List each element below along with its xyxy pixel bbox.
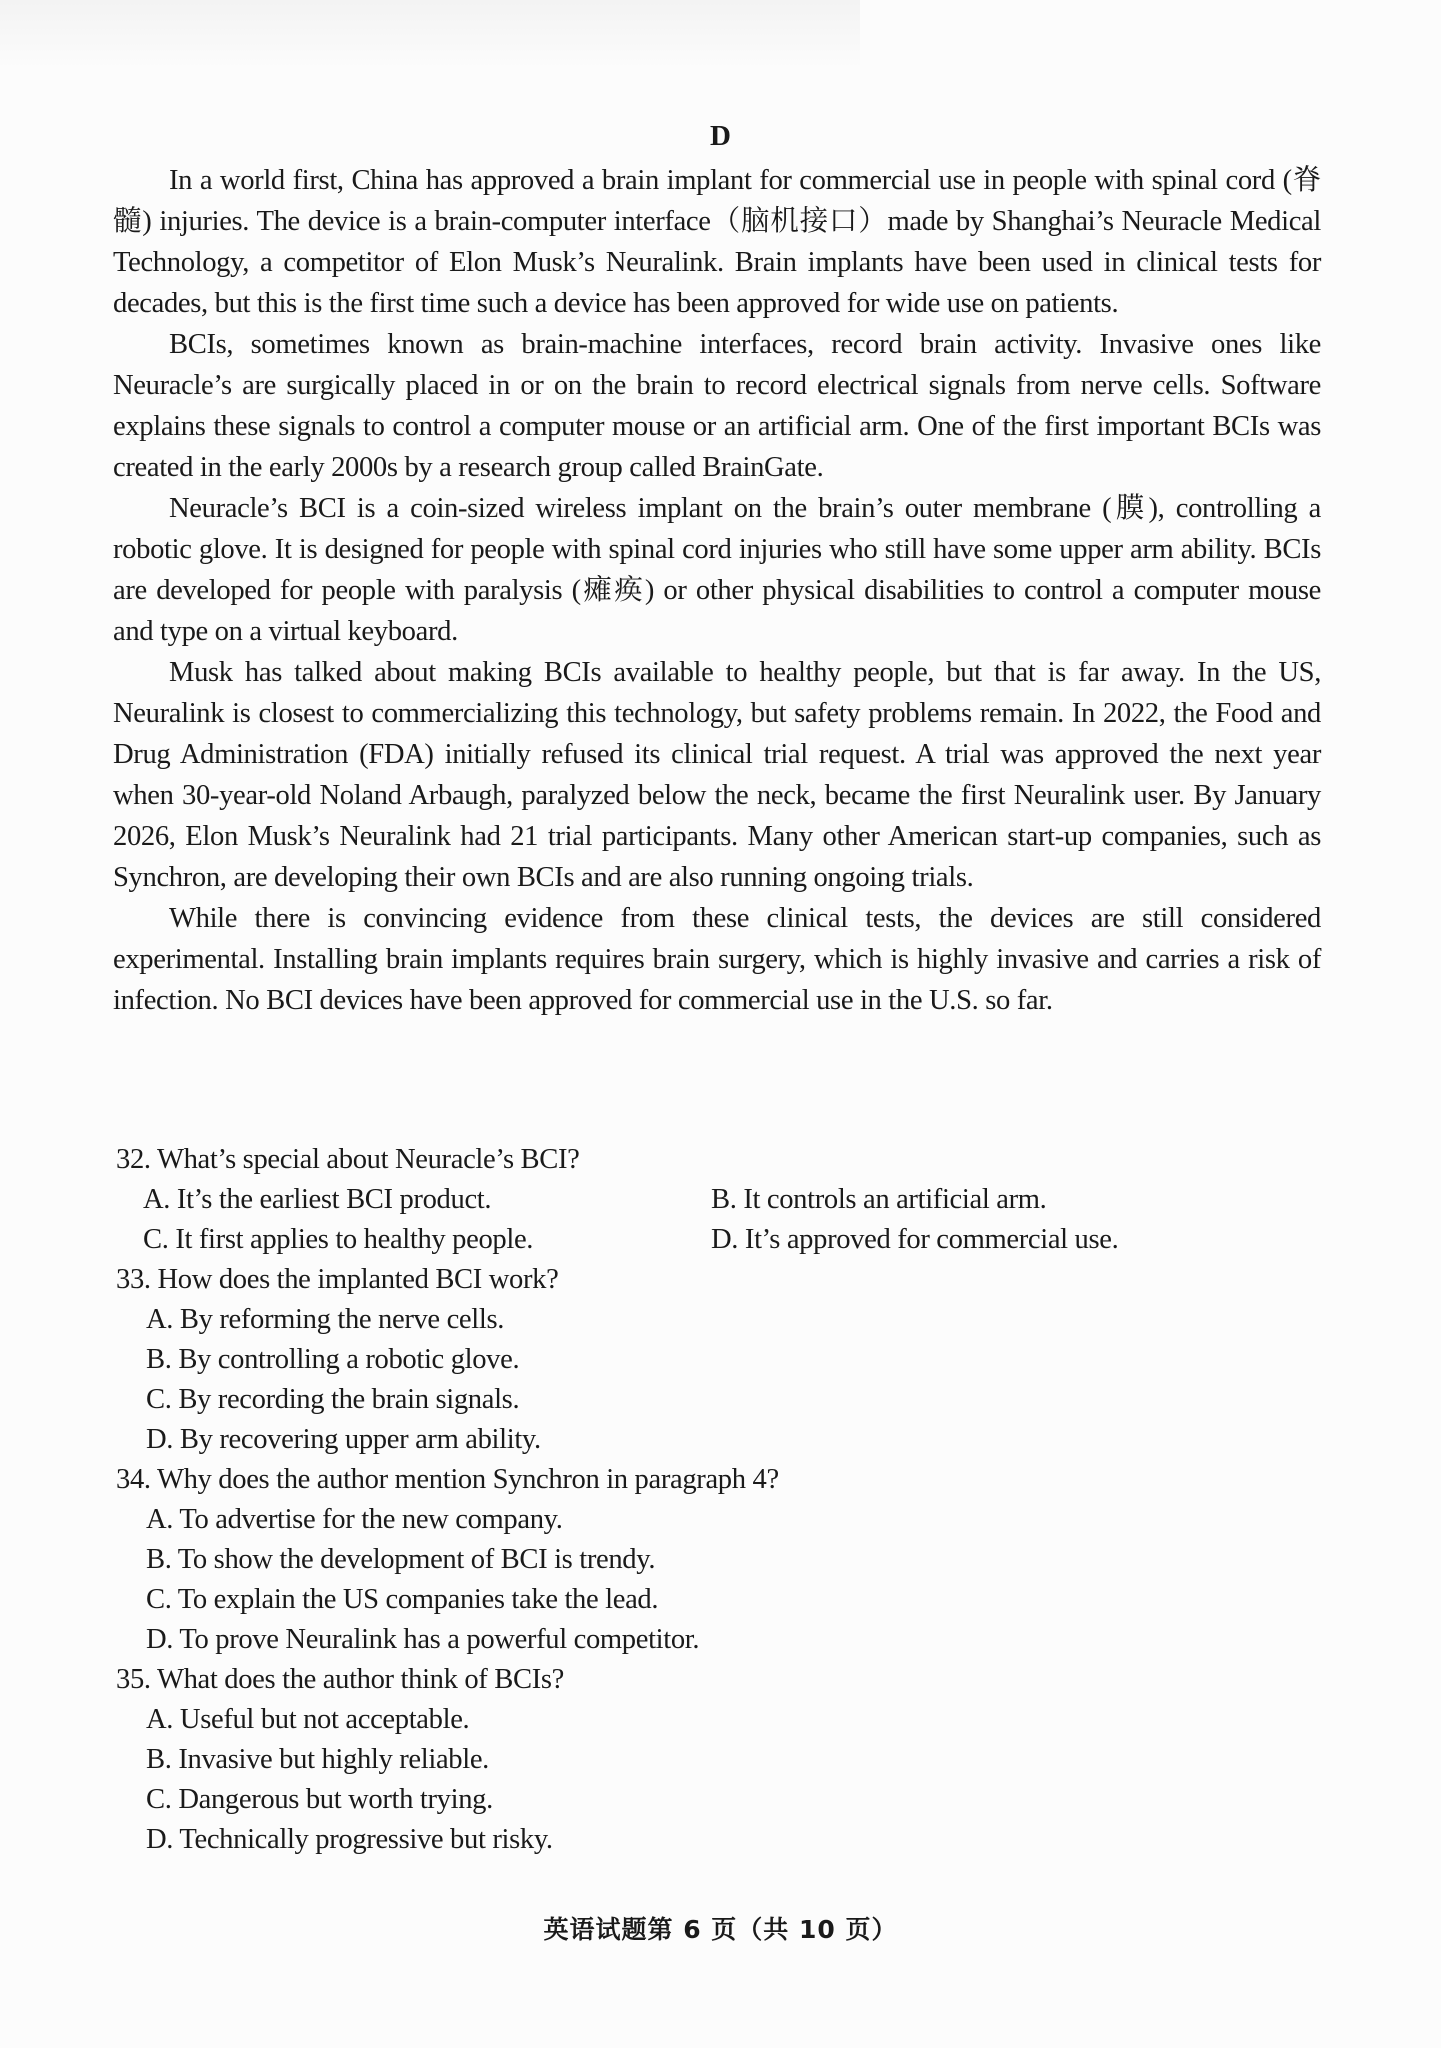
- option-a: A. To advertise for the new company.: [146, 1504, 563, 1535]
- option-group: [116, 1300, 1316, 1460]
- passage-paragraph-5: While there is convincing evidence from these clinical tests, the devices are still considered experimental. Installing brain implants requires brain surgery, which is highly invasive and carries a risk of infection. No BCI devices have been approved for commercial use in the U.S. so far.: [113, 903, 1321, 1016]
- question-35: [116, 1660, 1316, 1860]
- scan-bleed-through: [0, 0, 860, 70]
- option-b: B. To show the development of BCI is trendy.: [146, 1544, 656, 1575]
- section-heading: D: [710, 120, 731, 152]
- option-c: C. To explain the US companies take the lead.: [146, 1584, 659, 1615]
- question-32: [116, 1140, 1316, 1260]
- option-b: B. It controls an artificial arm.: [711, 1184, 1047, 1215]
- option-d: D. Technically progressive but risky.: [146, 1824, 553, 1855]
- question-stem: 33. How does the implanted BCI work?: [116, 1264, 559, 1295]
- option-a: A. Useful but not acceptable.: [146, 1704, 470, 1735]
- option-group: [116, 1500, 1316, 1660]
- option-d: D. By recovering upper arm ability.: [146, 1424, 541, 1455]
- option-d: D. It’s approved for commercial use.: [711, 1224, 1119, 1255]
- question-list: [116, 1140, 1316, 1860]
- option-c: C. Dangerous but worth trying.: [146, 1784, 493, 1815]
- option-c: C. It first applies to healthy people.: [143, 1224, 534, 1255]
- question-34: [116, 1460, 1316, 1660]
- option-group: [116, 1180, 1316, 1260]
- question-stem: 35. What does the author think of BCIs?: [116, 1664, 565, 1695]
- question-stem: 32. What’s special about Neuracle’s BCI?: [116, 1144, 580, 1175]
- option-c: C. By recording the brain signals.: [146, 1384, 520, 1415]
- passage-paragraph-2: BCIs, sometimes known as brain-machine interfaces, record brain activity. Invasive ones like Neuracle’s are surgically placed in or on the brain to record electrical signals from nerve cells. Software explains these signals to control a computer mouse or an artificial arm. One of the first important BCIs was created in the early 2000s by a research group called BrainGate.: [113, 329, 1321, 483]
- option-a: A. By reforming the nerve cells.: [146, 1304, 505, 1335]
- option-a: A. It’s the earliest BCI product.: [143, 1184, 492, 1215]
- option-d: D. To prove Neuralink has a powerful competitor.: [146, 1624, 700, 1655]
- passage-paragraph-1: In a world first, China has approved a brain implant for commercial use in people with spinal cord (脊髓) injuries. The device is a brain-computer interface（脑机接口）made by Shanghai’s Neuracle Medical Technology, a competitor of Elon Musk’s Neuralink. Brain implants have been used in clinical tests for decades, but this is the first time such a device has been approved for wide use on patients.: [113, 165, 1321, 319]
- passage-paragraph-4: Musk has talked about making BCIs available to healthy people, but that is far away. In the US, Neuralink is closest to commercializing this technology, but safety problems remain. In 2022, the Food and Drug Administration (FDA) initially refused its clinical trial request. A trial was approved the next year when 30-year-old Noland Arbaugh, paralyzed below the neck, became the first Neuralink user. By January 2026, Elon Musk’s Neuralink had 21 trial participants. Many other American start-up companies, such as Synchron, are developing their own BCIs and are also running ongoing trials.: [113, 657, 1321, 893]
- reading-passage: [113, 160, 1321, 1021]
- question-33: [116, 1260, 1316, 1460]
- page-footer: 英语试题第 6 页（共 10 页）: [543, 1915, 898, 1944]
- option-group: [116, 1700, 1316, 1860]
- option-b: B. By controlling a robotic glove.: [146, 1344, 520, 1375]
- option-b: B. Invasive but highly reliable.: [146, 1744, 489, 1775]
- passage-paragraph-3: Neuracle’s BCI is a coin-sized wireless implant on the brain’s outer membrane (膜), controlling a robotic glove. It is designed for people with spinal cord injuries who still have some upper arm ability. BCIs are developed for people with paralysis (瘫痪) or other physical disabilities to control a computer mouse and type on a virtual keyboard.: [113, 493, 1321, 647]
- question-stem: 34. Why does the author mention Synchron in paragraph 4?: [116, 1464, 779, 1495]
